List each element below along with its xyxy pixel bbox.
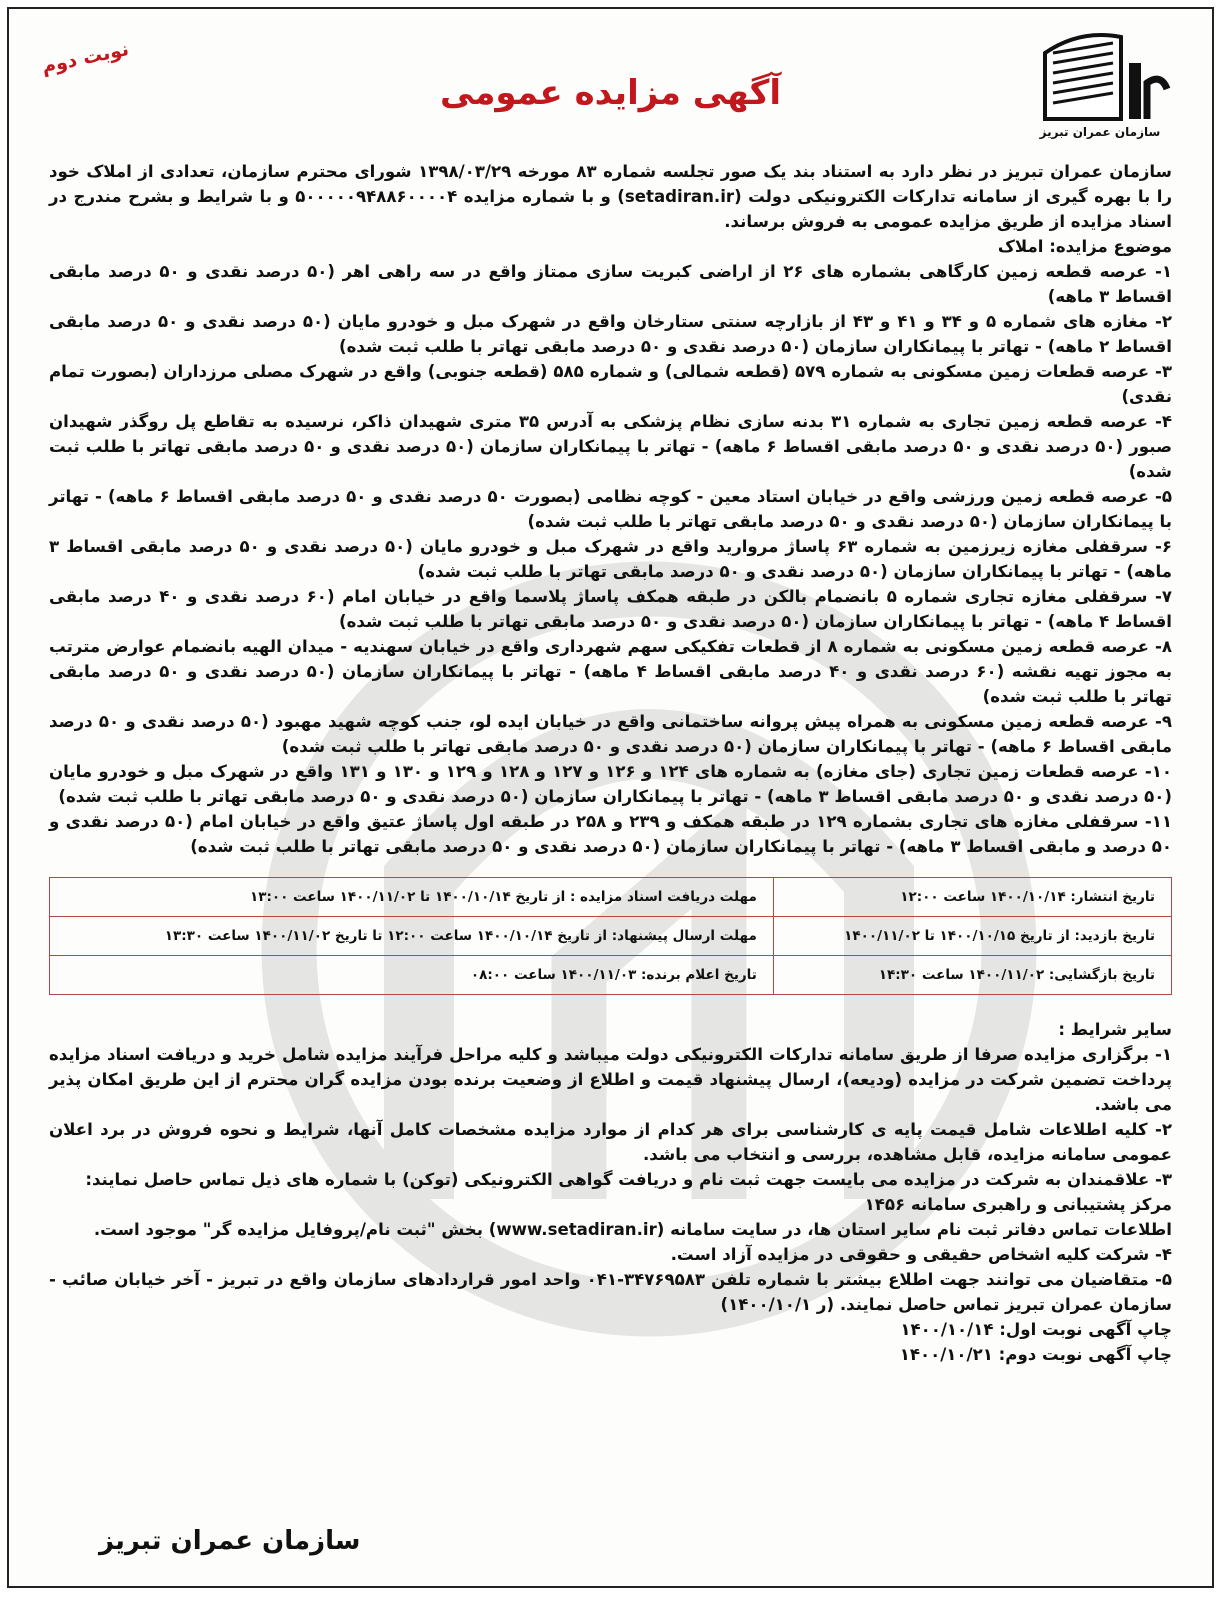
list-item: ۴- عرصه قطعه زمین تجاری به شماره ۳۱ بدنه سازی نظام پزشکی به آدرس ۳۵ متری شهیدان ذاکر، نرسیده به تقاطع پل روگذر شهیدان صبور (۵۰ درصد نقدی و ۵۰ درصد مابقی اقساط ۶ ماهه) - تهاتر با پیمانکاران سازمان (۵۰ درصد نقدی و ۵۰ درصد مابقی تهاتر با طلب ثبت شده) bbox=[49, 412, 1173, 481]
table-row bbox=[50, 956, 1172, 995]
list-item: ۷- سرقفلی مغازه تجاری شماره ۵ بانضمام بالکن در طبقه همکف پاساژ پلاسما واقع در خیابان امام (۶۰ درصد نقدی و ۴۰ درصد مابقی اقساط ۴ ماهه) - تهاتر با پیمانکاران سازمان (۵۰ درصد نقدی و ۵۰ درصد مابقی تهاتر با طلب ثبت شده) bbox=[49, 587, 1173, 631]
list-item: ۱- برگزاری مزایده صرفا از طریق سامانه تدارکات الکترونیکی دولت میباشد و کلیه مراحل فرآیند مزایده شامل خرید و دریافت اسناد مزایده پرداخت تضمین شرکت در مزایده (ودیعه)، ارسال پیشنهاد قیمت و اطلاع از وضعیت برنده بودن مزایده گران محترم از این طریق امکان پذیر می باشد. bbox=[49, 1045, 1172, 1114]
list-item: ۱۱- سرقفلی مغازه های تجاری بشماره ۱۲۹ در طبقه همکف و ۲۳۹ و ۲۵۸ در طبقه اول پاساژ عتیق واقع در خیابان امام (۵۰ درصد نقدی و ۵۰ درصد و مابقی اقساط ۳ ماهه) - تهاتر با پیمانکاران سازمان (۵۰ درصد نقدی و ۵۰ درصد مابقی تهاتر با طلب ثبت شده) bbox=[49, 812, 1172, 856]
list-item: ۸- عرصه قطعه زمین مسکونی به شماره ۸ از قطعات تفکیکی سهم شهرداری واقع در خیابان سهندیه - میدان الهیه بانضمام عوارض مترتب به مجوز تهیه نقشه (۶۰ درصد نقدی و ۴۰ درصد مابقی اقساط ۴ ماهه) - تهاتر با پیمانکاران سازمان (۵۰ درصد نقدی و ۵۰ درصد مابقی تهاتر با طلب ثبت شده) bbox=[49, 637, 1173, 706]
publish-date: تاریخ انتشار: ۱۴۰۰/۱۰/۱۴ ساعت ۱۲:۰۰ bbox=[773, 878, 1171, 917]
list-item: ۴- شرکت کلیه اشخاص حقیقی و حقوقی در مزایده آزاد است. bbox=[670, 1245, 1172, 1264]
list-item: ۵- عرصه قطعه زمین ورزشی واقع در خیابان استاد معین - کوچه نظامی (بصورت ۵۰ درصد نقدی و ۵۰ درصد مابقی اقساط ۶ ماهه) - تهاتر با پیمانکاران سازمان (۵۰ درصد نقدی و ۵۰ درصد مابقی تهاتر با طلب ثبت شده) bbox=[49, 487, 1172, 531]
print-first: چاپ آگهی نوبت اول: ۱۴۰۰/۱۰/۱۴ bbox=[900, 1320, 1172, 1339]
list-item: ۹- عرصه قطعه زمین مسکونی به همراه پیش پروانه ساختمانی واقع در خیابان ایده لو، جنب کوچه شهید مهبود (۵۰ درصد نقدی و ۵۰ درصد مابقی اقساط ۶ ماهه) - تهاتر با پیمانکاران سازمان (۵۰ درصد نقدی و ۵۰ درصد مابقی تهاتر با طلب ثبت شده) bbox=[49, 712, 1173, 756]
winner-date: تاریخ اعلام برنده: ۱۴۰۰/۱۱/۰۳ ساعت ۰۸:۰۰ bbox=[50, 956, 774, 995]
table-row bbox=[50, 917, 1172, 956]
notice-page bbox=[7, 7, 1214, 1588]
conditions-list bbox=[49, 1042, 1172, 1317]
opening-date: تاریخ بازگشایی: ۱۴۰۰/۱۱/۰۲ ساعت ۱۴:۳۰ bbox=[773, 956, 1171, 995]
dates-table bbox=[49, 877, 1172, 995]
page-title: آگهی مزایده عمومی bbox=[439, 73, 782, 113]
list-item: ۲- کلیه اطلاعات شامل قیمت پایه ی کارشناسی برای هر کدام از موارد مزایده مشخصات کامل آنها، شرایط و نحوه فروش در برد اعلان عمومی سامانه مزایده، قابل مشاهده، بررسی و انتخاب می باشد. bbox=[49, 1120, 1172, 1164]
signature: سازمان عمران تبریز bbox=[99, 1526, 361, 1556]
header bbox=[9, 9, 1212, 149]
property-list bbox=[49, 259, 1172, 859]
list-item: اطلاعات تماس دفاتر ثبت نام سایر استان ها، در سایت سامانه (www.setadiran.ir) بخش "ثبت نام/پروفایل مزایده گر" موجود است. bbox=[93, 1220, 1172, 1239]
intro-paragraph: سازمان عمران تبریز در نظر دارد به استناد بند یک صور تجلسه شماره ۸۳ مورخه ۱۳۹۸/۰۳/۲۹ شورای محترم سازمان، تعدادی از املاک خود را با بهره گیری از سامانه تدارکات الکترونیکی دولت (setadiran.ir) و با شماره مزایده ۵۰۰۰۰۰۹۴۸۸۶۰۰۰۰۴ و با شرایط و بشرح مندرج در اسناد مزایده از طریق مزایده عمومی به فروش برساند. bbox=[49, 162, 1172, 231]
list-item: ۳- عرصه قطعات زمین مسکونی به شماره ۵۷۹ (قطعه شمالی) و شماره ۵۸۵ (قطعه جنوبی) واقع در شهرک مصلی مرزداران (بصورت تمام نقدی) bbox=[49, 362, 1173, 406]
list-item: ۵- متقاضیان می توانند جهت اطلاع بیشتر با شماره تلفن ۳۴۷۶۹۵۸۳-۰۴۱ واحد امور قراردادهای سازمان واقع در تبریز - آخر خیابان صائب - سازمان عمران تبریز تماس حاصل نمایند. (ر ۱۴۰۰/۱۰/۱) bbox=[49, 1270, 1172, 1314]
notice-body bbox=[49, 159, 1172, 1367]
list-item: ۳- علاقمندان به شرکت در مزایده می بایست جهت ثبت نام و دریافت گواهی الکترونیکی (توکن) با شماره های ذیل تماس حاصل نمایند: bbox=[85, 1170, 1172, 1189]
list-item: ۲- مغازه های شماره ۵ و ۳۴ و ۴۱ و ۴۳ از بازارچه سنتی ستارخان واقع در شهرک مبل و خودرو مایان (۵۰ درصد نقدی و ۵۰ درصد مابقی اقساط ۲ ماهه) - تهاتر با پیمانکاران سازمان (۵۰ درصد نقدی و ۵۰ درصد مابقی تهاتر با طلب ثبت شده) bbox=[49, 312, 1172, 356]
auction-subject: موضوع مزایده: املاک bbox=[997, 237, 1172, 256]
print-second: چاپ آگهی نوبت دوم: ۱۴۰۰/۱۰/۲۱ bbox=[899, 1345, 1172, 1364]
conditions-title: سایر شرایط : bbox=[1058, 1020, 1172, 1039]
list-item: ۶- سرقفلی مغازه زیرزمین به شماره ۶۳ پاساژ مروارید واقع در شهرک مبل و خودرو مایان (۵۰ درصد نقدی و ۵۰ درصد مابقی اقساط ۳ ماهه) - تهاتر با پیمانکاران سازمان (۵۰ درصد نقدی و ۵۰ درصد مابقی تهاتر با طلب ثبت شده) bbox=[49, 537, 1172, 581]
docs-deadline: مهلت دریافت اسناد مزایده : از تاریخ ۱۴۰۰/۱۰/۱۴ تا ۱۴۰۰/۱۱/۰۲ ساعت ۱۳:۰۰ bbox=[50, 878, 774, 917]
round-label: نوبت دوم bbox=[39, 38, 131, 78]
list-item: مرکز پشتیبانی و راهبری سامانه ۱۴۵۶ bbox=[864, 1195, 1172, 1214]
visit-date: تاریخ بازدید: از تاریخ ۱۴۰۰/۱۰/۱۵ تا ۱۴۰۰/۱۱/۰۲ bbox=[773, 917, 1171, 956]
list-item: ۱۰- عرصه قطعات زمین تجاری (جای مغازه) به شماره های ۱۲۴ و ۱۲۶ و ۱۲۷ و ۱۲۸ و ۱۲۹ و ۱۳۰ و ۱۳۱ واقع در شهرک مبل و خودرو مایان (۵۰ درصد نقدی و ۵۰ درصد مابقی اقساط ۳ ماهه) - تهاتر با پیمانکاران سازمان (۵۰ درصد نقدی و ۵۰ درصد مابقی تهاتر با طلب ثبت شده) bbox=[49, 762, 1172, 806]
list-item: ۱- عرصه قطعه زمین کارگاهی بشماره های ۲۶ از اراضی کبریت سازی ممتاز واقع در سه راهی اهر (۵۰ درصد نقدی و ۵۰ درصد مابقی اقساط ۳ ماهه) bbox=[49, 262, 1173, 306]
table-row bbox=[50, 878, 1172, 917]
offer-deadline: مهلت ارسال پیشنهاد: از تاریخ ۱۴۰۰/۱۰/۱۴ ساعت ۱۲:۰۰ تا تاریخ ۱۴۰۰/۱۱/۰۲ ساعت ۱۳:۳۰ bbox=[50, 917, 774, 956]
logo-caption: سازمان عمران تبریز bbox=[1039, 125, 1161, 139]
